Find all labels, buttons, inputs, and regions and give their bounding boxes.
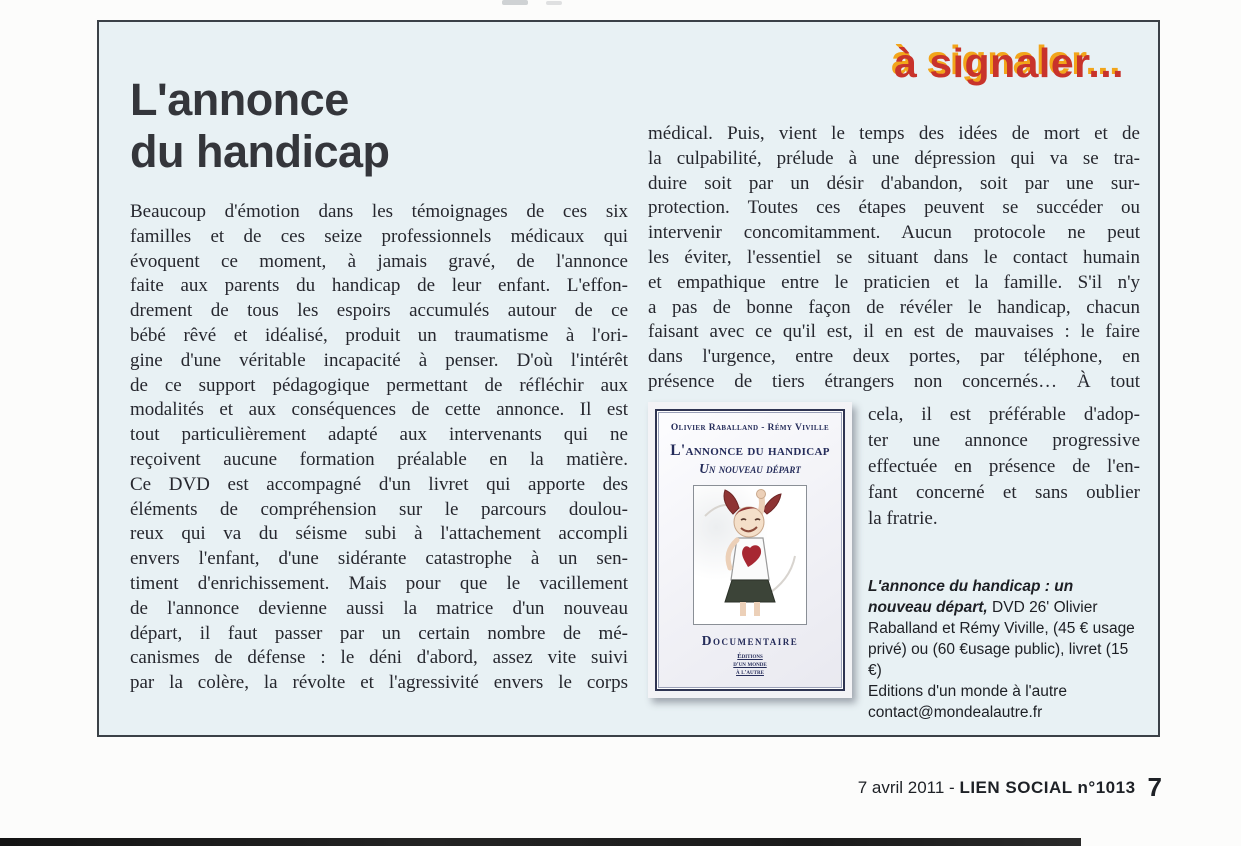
article-title [130,74,390,178]
text-line: modalités et aux conséquences de cette annonce. Il est [130,399,628,421]
dvd-cover [648,402,852,698]
dvd-publisher-logo [657,653,843,677]
text-line: médical. Puis, vient le temps des idées de mort et de [648,123,1140,144]
text-line: d'un monde [733,660,767,668]
text-line: familles et de ces seize professionnels médicaux qui [130,225,628,247]
text-line: de l'annonce devienne aussi la matrice d'un nouveau [130,597,628,619]
right-column [648,122,1140,723]
text-line: ter une annonce progressive [868,429,1140,451]
title-line-1: L'annonce [130,74,349,125]
caption-contact: contact@mondealautre.fr [868,703,1043,721]
text-line: évoquent ce moment, à jamais gravé, de l'annonce [130,250,628,272]
text-line: gine d'une véritable incapacité à penser. D'où l'intérêt [130,349,628,371]
dvd-cover-inner [655,409,845,691]
text-line: présence de tiers étrangers non concernés… À tout [648,370,1140,392]
right-substack [868,402,1140,723]
wrap-text [868,402,1140,532]
caption-publisher: Editions d'un monde à l'autre [868,682,1067,700]
dvd-title: L'annonce du handicap [670,441,830,459]
scan-artifact [502,0,528,5]
dvd-subtitle: Un nouveau départ [699,460,801,476]
text-line: reçoivent aucune formation préalable en la matière. [130,448,628,470]
caption-title: L'annonce du handicap : un nouveau départ, [868,577,1074,616]
text-line: Ce DVD est accompagné d'un livret qui apporte des [130,473,628,495]
scan-artifact [546,1,562,5]
text-line: envers l'enfant, d'une sidérante catastrophe à un sen- [130,548,628,570]
text-line: éléments de compréhension sur le parcours doulou- [130,498,628,520]
text-line: intervenir concomitamment. Aucun protocole ne peut [648,222,1140,244]
footer-date: 7 avril 2011 - [857,778,960,797]
text-line: duire soit par un désir d'abandon, soit par une sur- [648,172,1140,194]
text-line: reux qui va du séisme subi à l'attachement accompli [130,523,628,545]
text-line: canismes de défense : le déni d'abord, assez vite suivi [130,647,628,669]
text-line: fant concerné et sans oublier [868,481,1140,503]
section-tag: à signaler... [894,40,1124,86]
text-line: à l'autre [736,668,764,676]
title-line-2: du handicap [130,126,390,177]
text-line: drement de tous les espoirs accumulés autour de ce [130,300,628,322]
scan-edge-strip [0,838,1081,846]
girl-illustration-svg [695,486,805,622]
right-column-top [648,122,1140,395]
text-line: Éditions [737,652,763,660]
text-line: départ, il faut passer par un certain nombre de mé- [130,622,628,644]
text-line: faisant avec ce qu'il est, il en est de mauvaises : le faire [648,321,1140,343]
text-line: protection. Toutes ces étapes peuvent se succéder ou [648,197,1140,219]
text-line: de ce support pédagogique permettant de réfléchir aux [130,374,628,396]
text-line: et empathique entre le praticien et la famille. S'il n'y [648,271,1140,293]
article-panel [97,20,1160,737]
page-number: 7 [1147,772,1162,802]
text-line: tout particulièrement adapté aux intervenants qui ne [130,424,628,446]
text-line: cela, il est préférable d'adop- [868,403,1140,425]
dvd-genre: Documentaire [701,632,799,648]
text-line: a pas de bonne façon de révéler le handicap, chacun [648,296,1140,318]
dvd-caption [868,576,1140,723]
media-row [648,402,1140,723]
text-line: Beaucoup d'émotion dans les témoignages de ces six [130,201,628,222]
text-line: par la colère, la révolte et l'agressivité envers le corps [130,672,628,694]
page-footer [858,772,1162,803]
dvd-illustration [693,485,807,625]
left-column [130,200,628,696]
text-line: les éviter, l'essentiel se situant dans le contact humain [648,246,1140,268]
text-line: dans l'urgence, entre deux portes, par téléphone, en [648,346,1140,368]
footer-magazine: LIEN SOCIAL n°1013 [959,778,1136,797]
text-line: faite aux parents du handicap de leur enfant. L'effon- [130,275,628,297]
text-line: la fratrie. [868,507,938,529]
text-line: effectuée en présence de l'en- [868,455,1140,477]
caption-details: DVD 26' Olivier Raballand et Rémy Viville, (45 € usage privé) ou (60 €usage public), livret (15 €) [868,598,1135,679]
text-line: la culpabilité, prélude à une dépression qui va se tra- [648,147,1140,169]
text-line: bébé rêvé et idéalisé, produit un traumatisme à l'ori- [130,324,628,346]
dvd-authors: Olivier Raballand - Rémy Viville [670,422,830,433]
text-line: timent d'enrichissement. Mais pour que le vacillement [130,572,628,594]
